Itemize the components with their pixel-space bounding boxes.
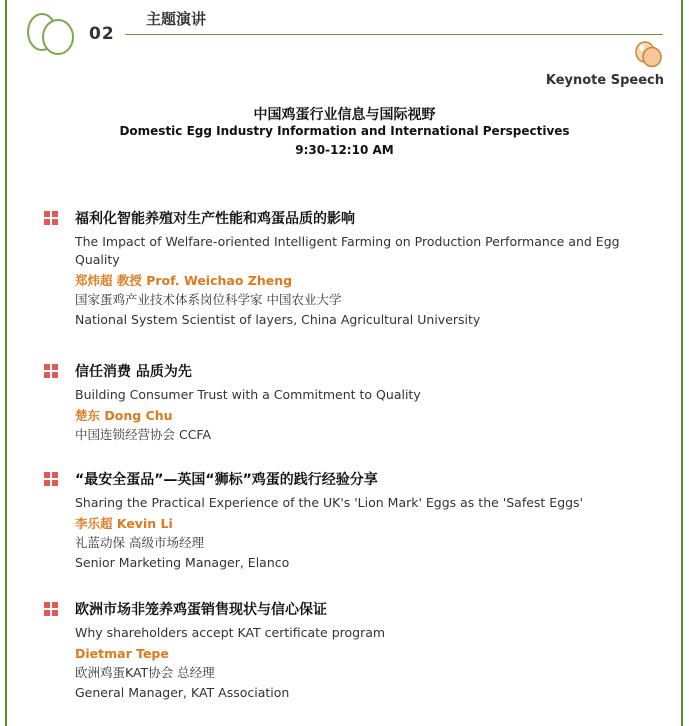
talk-speaker: 楚东 Dong Chu	[75, 408, 173, 423]
talk-affiliation-en: National System Scientist of layers, China Agricultural University	[75, 312, 481, 327]
talk-item	[75, 600, 665, 703]
talk-item	[75, 209, 665, 330]
talk-title-en: Why shareholders accept KAT certificate program	[75, 625, 386, 640]
talk-title-en: The Impact of Welfare-oriented Intelligent Farming on Production Performance and Egg Quality	[75, 234, 620, 267]
talk-title-en: Building Consumer Trust with a Commitment to Quality	[75, 387, 421, 402]
section-subtitle: Keynote Speech	[545, 73, 664, 88]
session-title-cn: 中国鸡蛋行业信息与国际视野	[253, 107, 436, 123]
session-title-en: Domestic Egg Industry Information and International Perspectives	[119, 124, 570, 138]
square-marker-icon	[44, 602, 58, 616]
talk-title-cn: 福利化智能养殖对生产性能和鸡蛋品质的影响	[75, 211, 355, 227]
square-marker-icon	[44, 364, 58, 378]
square-marker-icon	[44, 211, 58, 225]
talk-affiliation-cn: 中国连锁经营协会 CCFA	[75, 427, 212, 442]
section-title: 主题演讲	[146, 10, 207, 28]
talk-title-cn: 欧洲市场非笼养鸡蛋销售现状与信心保证	[75, 602, 327, 618]
talk-speaker: Dietmar Tepe	[75, 646, 169, 661]
talk-affiliation-cn: 欧洲鸡蛋KAT协会 总经理	[75, 665, 215, 680]
talk-affiliation-en: General Manager, KAT Association	[75, 685, 290, 700]
eggs-icon	[633, 40, 663, 68]
talk-affiliation-cn: 礼蓝动保 高级市场经理	[75, 535, 204, 550]
talk-affiliation-en: Senior Marketing Manager, Elanco	[75, 555, 290, 570]
talk-title-cn: 信任消费 品质为先	[75, 364, 192, 380]
talk-item	[75, 362, 665, 445]
square-marker-icon	[44, 472, 58, 486]
talk-speaker: 郑炜超 教授 Prof. Weichao Zheng	[75, 273, 293, 288]
talk-item	[75, 470, 665, 573]
talk-affiliation-cn: 国家蛋鸡产业技术体系岗位科学家 中国农业大学	[75, 292, 342, 307]
talk-speaker: 李乐超 Kevin Li	[75, 516, 173, 531]
egg-outline-icon	[22, 10, 78, 56]
talk-title-en: Sharing the Practical Experience of the UK's 'Lion Mark' Eggs as the 'Safest Eggs'	[75, 495, 584, 510]
session-time: 9:30-12:10 AM	[295, 143, 394, 157]
header-divider	[125, 34, 663, 35]
section-number: 02	[89, 24, 115, 44]
talk-title-cn: “最安全蛋品”—英国“狮标”鸡蛋的践行经验分享	[75, 472, 378, 488]
